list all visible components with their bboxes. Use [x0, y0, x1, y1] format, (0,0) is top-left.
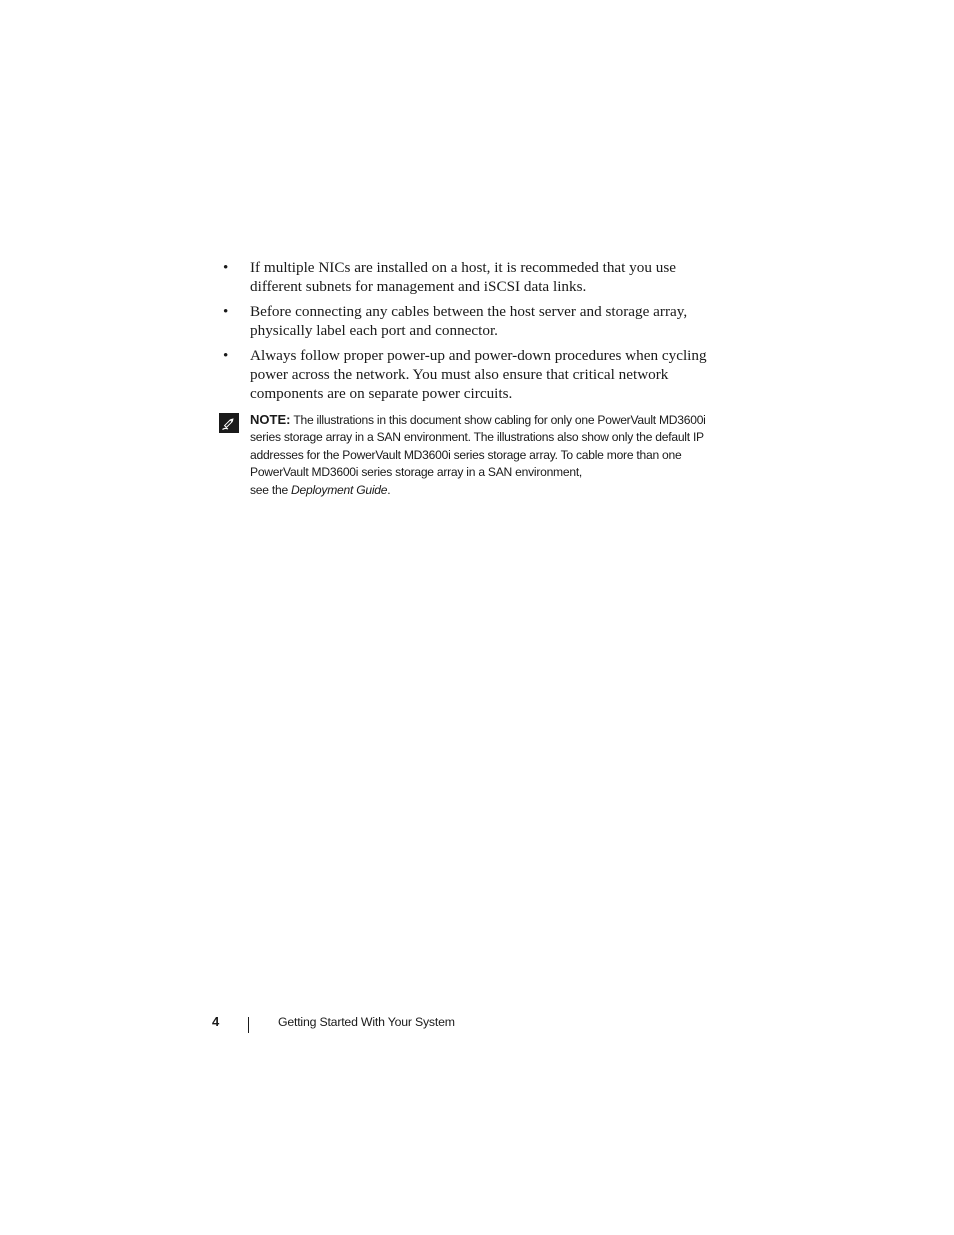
bullet-text: If multiple NICs are installed on a host, it is recommeded that you use different subnets for management and iSCSI data links. — [250, 259, 676, 295]
page-footer — [0, 1014, 954, 1036]
note-see-prefix: see the — [250, 482, 288, 497]
footer-title: Getting Started With Your System — [278, 1015, 455, 1029]
pencil-note-icon — [219, 413, 239, 433]
bullet-item — [220, 346, 720, 403]
bullet-dot: • — [223, 347, 229, 364]
note-label: NOTE: — [250, 412, 291, 427]
bullet-text: Always follow proper power-up and power-down procedures when cycling power across the network. You must also ensure that critical network components are on separate power circuits. — [250, 347, 707, 402]
bullet-item — [220, 302, 720, 340]
deployment-guide-reference: Deployment Guide — [291, 482, 388, 497]
note-end: . — [387, 482, 391, 497]
note-block — [219, 411, 719, 499]
note-body: The illustrations in this document show cabling for only one PowerVault MD3600i series storage array in a SAN environment. The illustrations also show only the default IP addresses for the PowerVault MD3600i series storage array. To cable more than one PowerVault MD3600i series storage array in a SAN environment, — [250, 413, 706, 480]
bullet-list — [220, 258, 720, 409]
bullet-text: Before connecting any cables between the host server and storage array, physically label each port and connector. — [250, 303, 688, 339]
page-number: 4 — [212, 1014, 220, 1029]
footer-divider — [248, 1017, 249, 1033]
bullet-dot: • — [223, 259, 229, 276]
note-text — [250, 411, 719, 499]
bullet-dot: • — [223, 303, 229, 320]
bullet-item — [220, 258, 720, 296]
